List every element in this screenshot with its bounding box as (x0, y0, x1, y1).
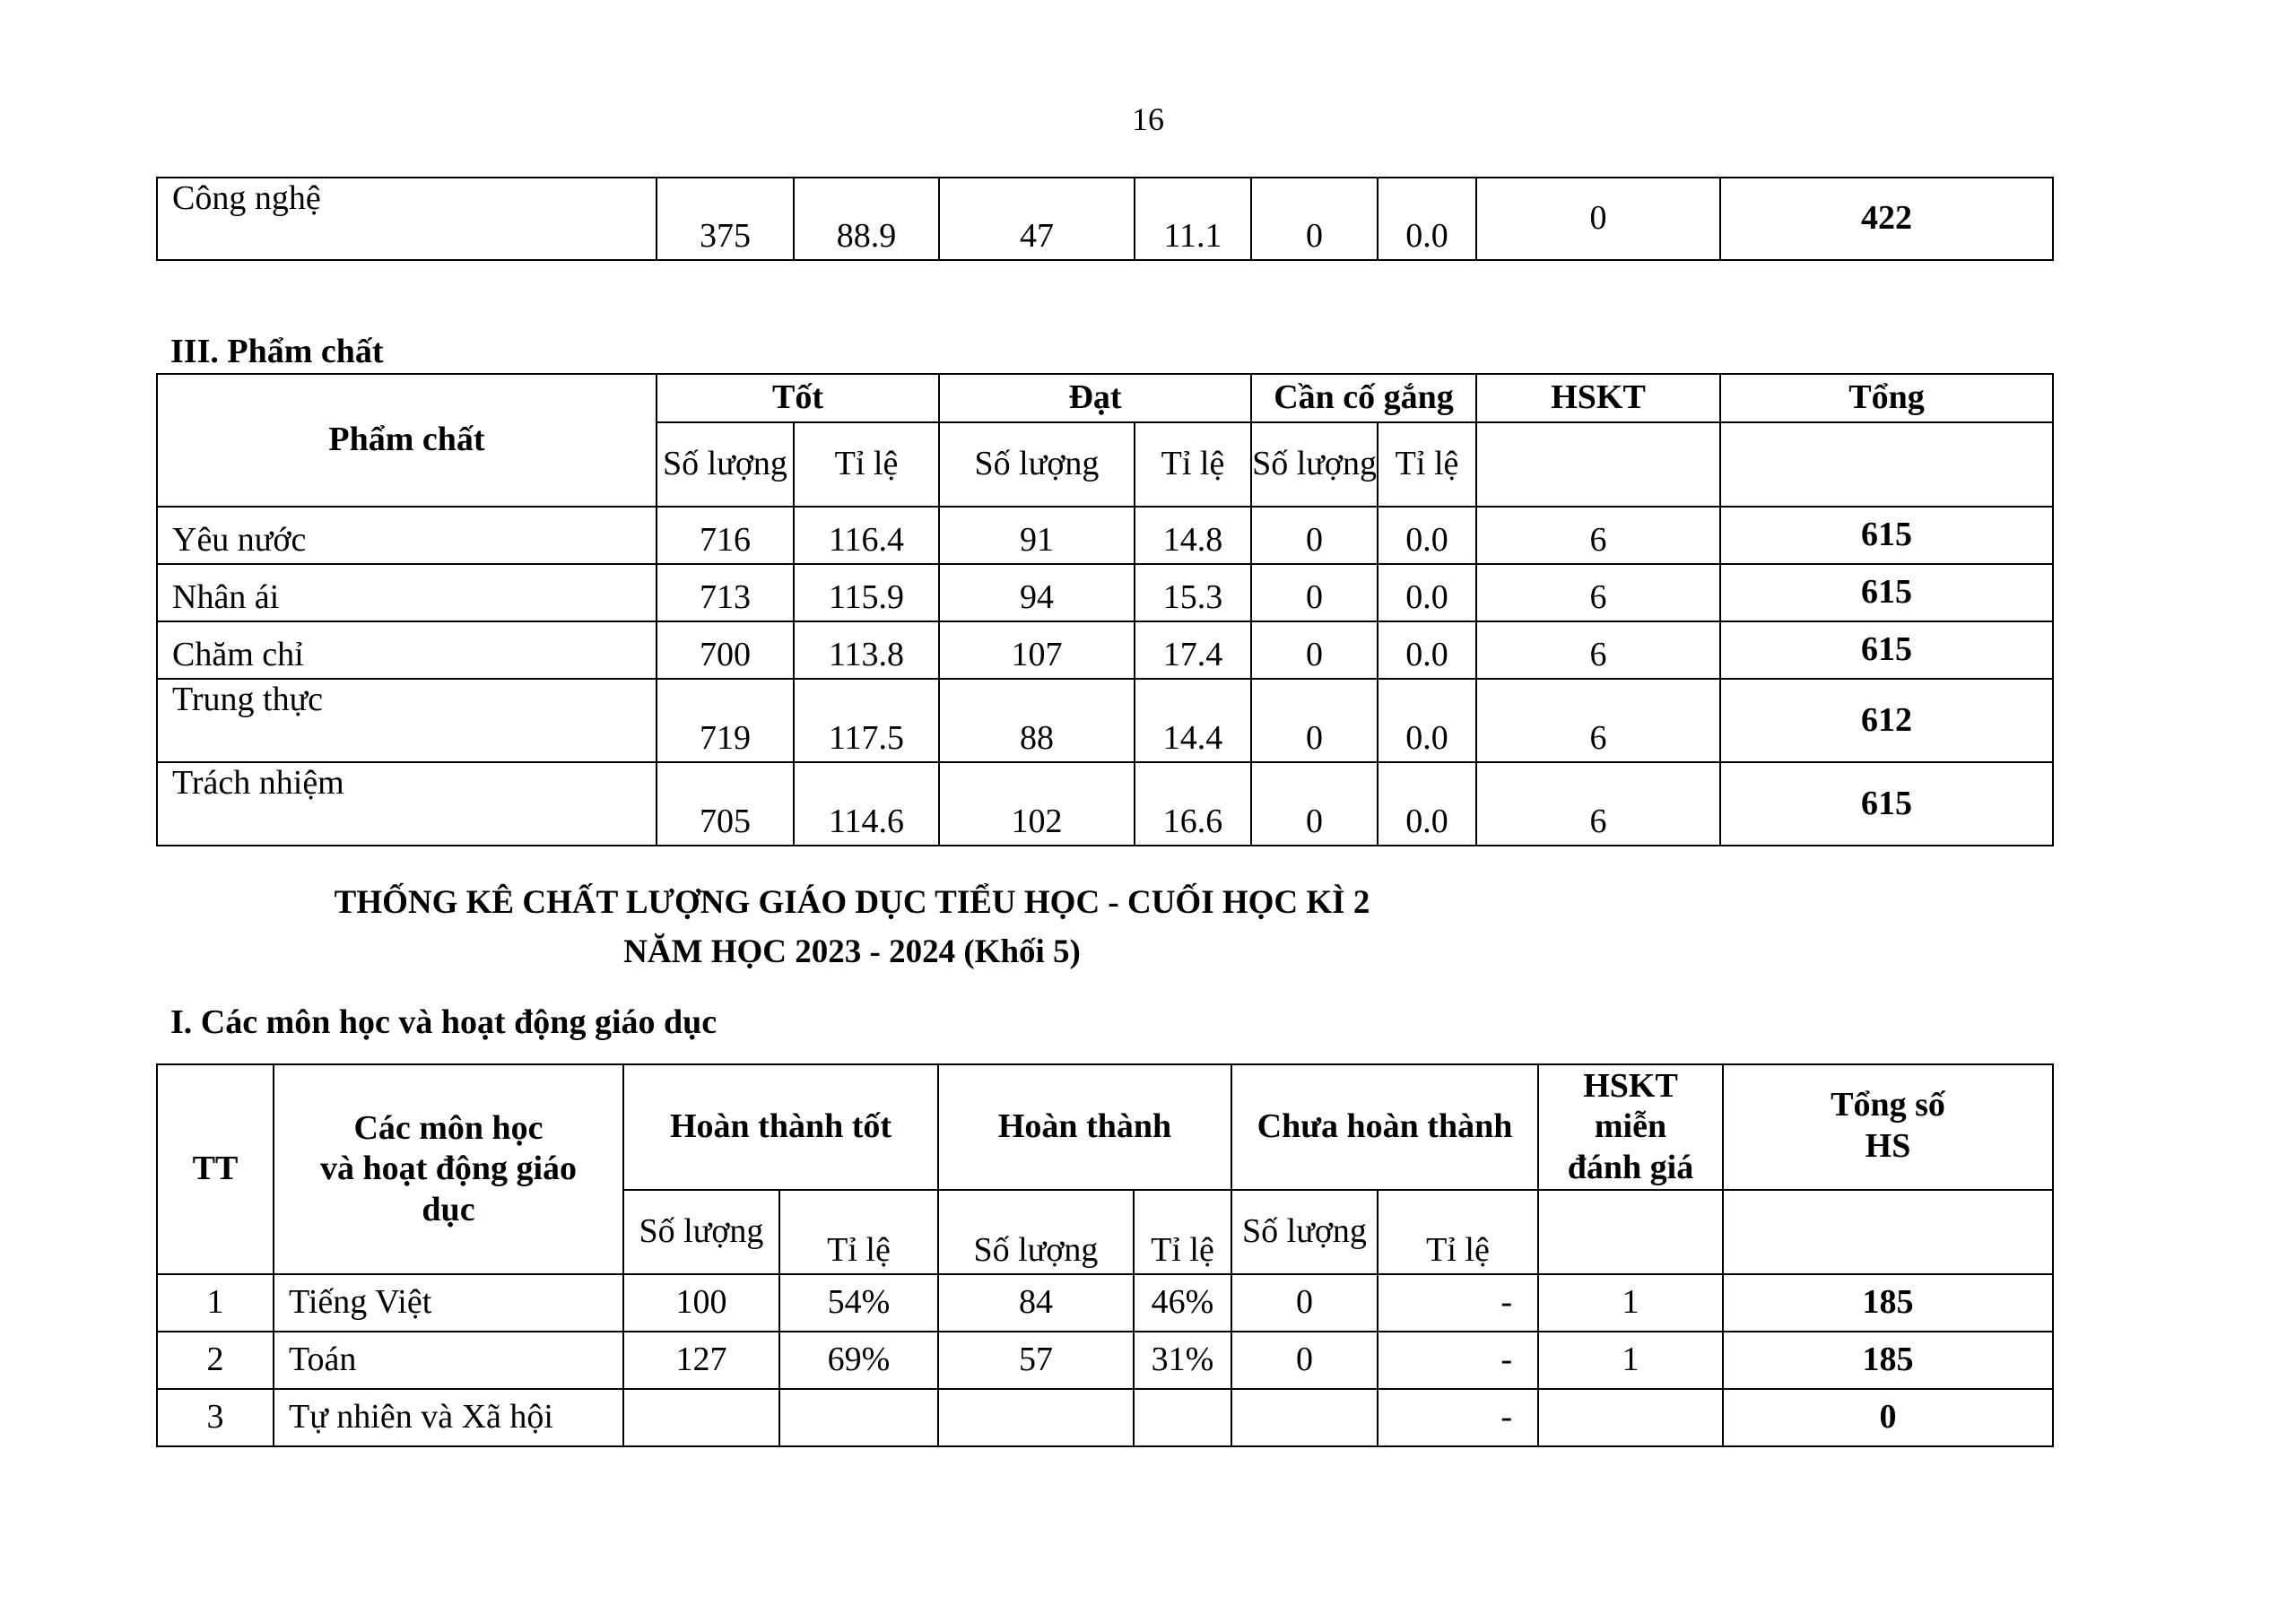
cell: 0.0 (1378, 621, 1476, 679)
cell: 102 (939, 762, 1135, 846)
table-row (157, 507, 2053, 564)
cell: 0 (1251, 621, 1378, 679)
header-can-co-gang: Cần cố gắng (1251, 374, 1476, 422)
cell: 705 (657, 762, 794, 846)
cell: 1 (1538, 1274, 1723, 1332)
subheader-so-luong: Số lượng (938, 1190, 1134, 1274)
subheader-ti-le: Tỉ lệ (779, 1190, 938, 1274)
table-row (157, 762, 2053, 846)
cell (623, 1389, 779, 1446)
cell: 713 (657, 564, 794, 621)
cell-tt: 1 (157, 1274, 274, 1332)
row-name: Tự nhiên và Xã hội (274, 1389, 623, 1446)
cell: 0 (1251, 564, 1378, 621)
cell: 0.0 (1378, 507, 1476, 564)
cell: 94 (939, 564, 1135, 621)
cell: 700 (657, 621, 794, 679)
section-heading-pham-chat: III. Phẩm chất (170, 333, 384, 370)
cell-total: 612 (1720, 679, 2053, 762)
cell: - (1378, 1332, 1538, 1389)
row-name: Toán (274, 1332, 623, 1389)
cell: 57 (938, 1332, 1134, 1389)
cell: 113.8 (794, 621, 939, 679)
cell: 84 (938, 1274, 1134, 1332)
table-mon-hoc (156, 1063, 2054, 1447)
cell: 0 (1231, 1274, 1378, 1332)
cell-tt: 3 (157, 1389, 274, 1446)
header-hoan-thanh-tot: Hoàn thành tốt (623, 1064, 938, 1190)
cell: 6 (1476, 679, 1720, 762)
header-tong-line1: Tổng số (1831, 1086, 1945, 1124)
cell: 0 (1231, 1332, 1378, 1389)
header-tong: Tổng (1720, 374, 2053, 422)
cell: 6 (1476, 507, 1720, 564)
cell: 88.9 (794, 178, 939, 260)
header-hskt: HSKT (1476, 374, 1720, 422)
header-dat: Đạt (939, 374, 1251, 422)
header-chua-hoan-thanh: Chưa hoàn thành (1231, 1064, 1538, 1190)
cell (779, 1389, 938, 1446)
cell: 69% (779, 1332, 938, 1389)
subheader-ti-le: Tỉ lệ (794, 422, 939, 507)
table-row (157, 178, 2053, 260)
header-subject-line2: và hoạt động giáo (319, 1150, 578, 1188)
empty-cell (1538, 1190, 1723, 1274)
cell: 114.6 (794, 762, 939, 846)
cell: 6 (1476, 762, 1720, 846)
header-hoan-thanh: Hoàn thành (938, 1064, 1231, 1190)
table-pham-chat (156, 373, 2054, 846)
cell: 91 (939, 507, 1135, 564)
cell: 116.4 (794, 507, 939, 564)
cell: 0 (1251, 679, 1378, 762)
cell: 0 (1251, 507, 1378, 564)
subheader-so-luong: Số lượng (939, 422, 1135, 507)
subheader-ti-le: Tỉ lệ (1378, 422, 1476, 507)
cell: 15.3 (1135, 564, 1251, 621)
row-name: Chăm chỉ (157, 621, 657, 679)
header-row (157, 1064, 2053, 1190)
header-subject (274, 1064, 623, 1274)
subheader-so-luong: Số lượng (1251, 422, 1378, 507)
cell: 14.8 (1135, 507, 1251, 564)
header-hskt-line3: đánh giá (1567, 1148, 1694, 1186)
subheader-ti-le: Tỉ lệ (1135, 422, 1251, 507)
cell: 1 (1538, 1332, 1723, 1389)
cell: 0.0 (1378, 762, 1476, 846)
cell (938, 1389, 1134, 1446)
cell: 47 (939, 178, 1135, 260)
report-title-line2: NĂM HỌC 2023 - 2024 (Khối 5) (623, 933, 1081, 970)
cell: 0 (1251, 762, 1378, 846)
header-tt: TT (157, 1064, 274, 1274)
header-tong-line2: HS (1865, 1126, 1911, 1165)
cell: 6 (1476, 564, 1720, 621)
table-row (157, 621, 2053, 679)
cell: 375 (657, 178, 794, 260)
table-row (157, 679, 2053, 762)
cell-total: 185 (1723, 1332, 2053, 1389)
cell (1538, 1389, 1723, 1446)
cell: 0 (1476, 178, 1720, 260)
subheader-so-luong: Số lượng (623, 1190, 779, 1274)
header-hskt-line1: HSKT (1583, 1066, 1678, 1105)
header-pham-chat: Phẩm chất (157, 374, 657, 507)
header-row (157, 374, 2053, 422)
cell: 54% (779, 1274, 938, 1332)
table-row (157, 564, 2053, 621)
subheader-so-luong: Số lượng (657, 422, 794, 507)
cell-tt: 2 (157, 1332, 274, 1389)
cell-total: 185 (1723, 1274, 2053, 1332)
cell: 16.6 (1135, 762, 1251, 846)
cell: 14.4 (1135, 679, 1251, 762)
empty-cell (1476, 422, 1720, 507)
table-row (157, 1274, 2053, 1332)
cell: 716 (657, 507, 794, 564)
header-tong-so-hs (1723, 1064, 2053, 1190)
header-subject-line3: dục (422, 1190, 475, 1228)
table-row (157, 1389, 2053, 1446)
cell: 117.5 (794, 679, 939, 762)
cell: 0.0 (1378, 679, 1476, 762)
section-heading-mon-hoc: I. Các môn học và hoạt động giáo dục (170, 1003, 718, 1041)
cell: 6 (1476, 621, 1720, 679)
cell: 0.0 (1378, 178, 1476, 260)
cell-total: 615 (1720, 762, 2053, 846)
cell: 719 (657, 679, 794, 762)
cell (1134, 1389, 1231, 1446)
row-name: Nhân ái (157, 564, 657, 621)
cell: 127 (623, 1332, 779, 1389)
cell: 88 (939, 679, 1135, 762)
cell-total: 615 (1720, 507, 2053, 564)
header-hskt (1538, 1064, 1723, 1190)
cell: - (1378, 1274, 1538, 1332)
row-name: Trách nhiệm (157, 762, 657, 846)
cell-total: 615 (1720, 621, 2053, 679)
cell: 0 (1251, 178, 1378, 260)
subheader-ti-le: Tỉ lệ (1134, 1190, 1231, 1274)
header-hskt-line2: miễn (1594, 1107, 1667, 1146)
header-subject-line1: Các môn học (353, 1108, 544, 1147)
cell: 46% (1134, 1274, 1231, 1332)
row-name: Công nghệ (157, 178, 657, 260)
empty-cell (1720, 422, 2053, 507)
cell: 31% (1134, 1332, 1231, 1389)
cell-total: 422 (1720, 178, 2053, 260)
cell: 107 (939, 621, 1135, 679)
cell: 0.0 (1378, 564, 1476, 621)
cell: 11.1 (1135, 178, 1251, 260)
cell: - (1378, 1389, 1538, 1446)
subheader-so-luong: Số lượng (1231, 1190, 1378, 1274)
cell: 115.9 (794, 564, 939, 621)
cell-total: 0 (1723, 1389, 2053, 1446)
row-name: Yêu nước (157, 507, 657, 564)
table-continuation (156, 177, 2054, 261)
cell: 17.4 (1135, 621, 1251, 679)
cell: 100 (623, 1274, 779, 1332)
empty-cell (1723, 1190, 2053, 1274)
report-title-line1: THỐNG KÊ CHẤT LƯỢNG GIÁO DỤC TIỂU HỌC - CUỐI HỌC KÌ 2 (334, 884, 1370, 921)
row-name: Trung thực (157, 679, 657, 762)
page-number: 16 (1132, 101, 1164, 137)
table-row (157, 1332, 2053, 1389)
row-name: Tiếng Việt (274, 1274, 623, 1332)
cell (1231, 1389, 1378, 1446)
cell-total: 615 (1720, 564, 2053, 621)
subheader-ti-le: Tỉ lệ (1378, 1190, 1538, 1274)
header-tot: Tốt (657, 374, 939, 422)
